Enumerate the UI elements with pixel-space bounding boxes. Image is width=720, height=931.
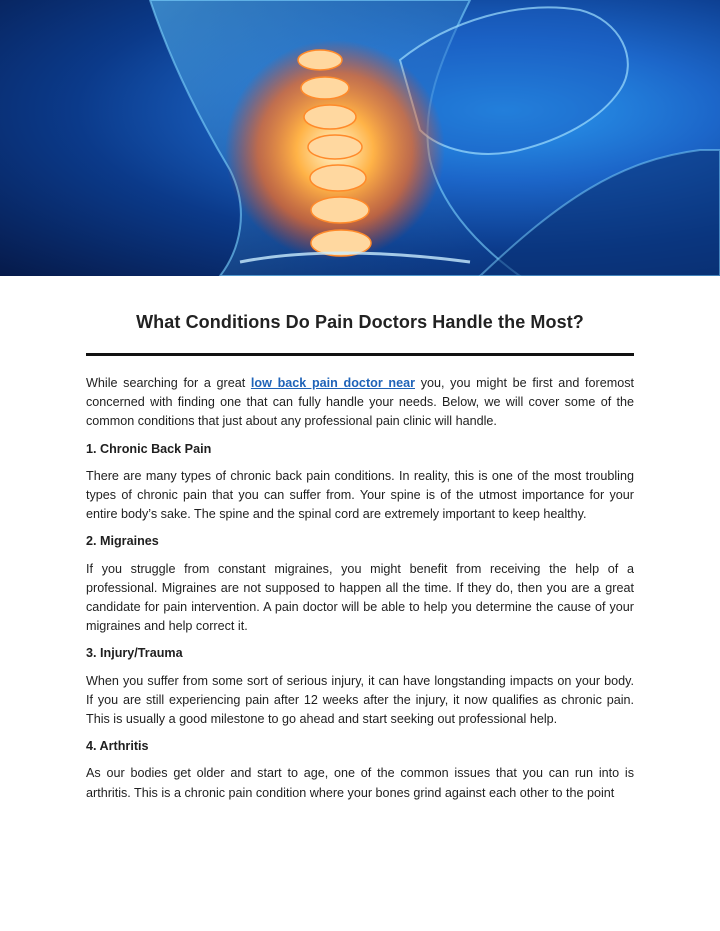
section-heading: 2. Migraines [86, 534, 159, 549]
section-paragraph: If you struggle from constant migraines, you might benefit from receiving the help of a professional. Migraines are not supposed to happen all the time. If they do, then you are a great candidate for pain intervention. A pain doctor will be able to help you determine the cause of your migraines and help correct it. [86, 561, 634, 634]
page-title: What Conditions Do Pain Doctors Handle the Most? [136, 312, 584, 332]
section-heading: 4. Arthritis [86, 739, 149, 754]
intro-paragraph [86, 374, 634, 432]
hero-image [0, 0, 720, 276]
article-body [86, 374, 634, 811]
intro-text-after: you, you might be first and foremost concerned with finding one that can fully handle your needs. Below, we will cover some of the common conditions that just about any professional pain clinic will handle. [86, 376, 634, 429]
section-heading: 1. Chronic Back Pain [86, 441, 212, 456]
low-back-pain-doctor-link[interactable]: low back pain doctor near [250, 376, 416, 390]
section-paragraph: There are many types of chronic back pain conditions. In reality, this is one of the most troubling types of chronic pain that you can suffer from. Your spine is of the utmost importance for your entire body’s sake. The spine and the spinal cord are extremely important to keep healthy. [86, 468, 634, 522]
section-paragraph: As our bodies get older and start to age, one of the common issues that you can run into is arthritis. This is a chronic pain condition where your bones grind against each other to the point [86, 766, 634, 800]
neck-pain-illustration [0, 0, 720, 276]
intro-text-before: While searching for a great [86, 376, 251, 390]
title-divider [86, 353, 634, 356]
section-paragraph: When you suffer from some sort of serious injury, it can have longstanding impacts on your body. If you are still experiencing pain after 12 weeks after the injury, it now qualifies as chronic pain. This is usually a good milestone to go ahead and start seeking out professional help. [86, 673, 634, 727]
section-heading: 3. Injury/Trauma [86, 646, 183, 661]
